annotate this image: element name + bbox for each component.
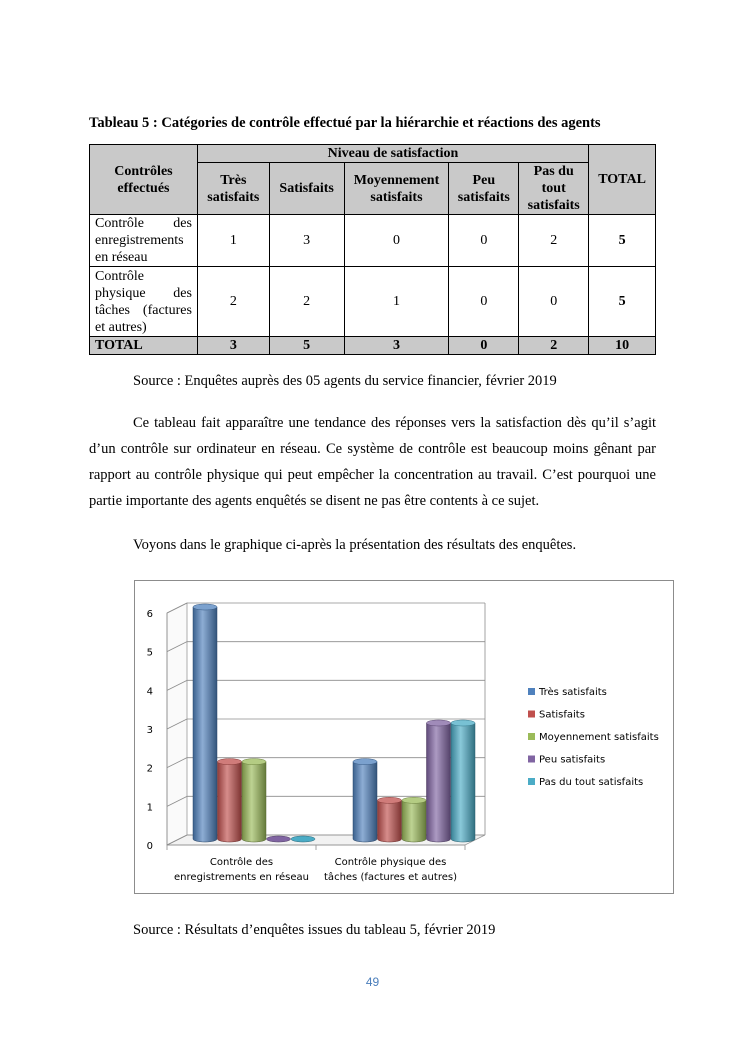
bar-chart-3d: [135, 581, 673, 893]
bar-top: [242, 759, 266, 765]
y-tick-label: 2: [146, 763, 153, 775]
header-satisfaction-level: Niveau de satisfaction: [197, 145, 588, 163]
bar: [193, 607, 217, 842]
legend-label: Pas du tout satisfaits: [539, 777, 644, 788]
header-total: TOTAL: [589, 145, 656, 215]
x-category-label: enregistrements en réseau: [174, 872, 309, 883]
bar-top: [353, 759, 377, 765]
table-cell: 3: [269, 215, 344, 267]
bar: [353, 762, 377, 842]
body-paragraph: Ce tableau fait apparaître une tendance des réponses vers la satisfaction dès qu’il s’agit d’un contrôle sur ordinateur en réseau. Ce système de contrôle est beaucoup moins gênant par rapport au contrôle physique qui peut empêcher la concentration au travail. C’est pourquoi une partie importante des agents enquêtés se disent ne pas être contents à ce sujet.: [89, 415, 656, 509]
y-tick-label: 0: [146, 841, 153, 852]
y-tick-label: 4: [146, 686, 153, 698]
total-cell: 2: [519, 337, 589, 355]
bar-top: [378, 797, 402, 803]
y-tick-label: 3: [146, 725, 153, 736]
bar: [451, 723, 475, 842]
col-header: Moyennement satisfaits: [344, 163, 449, 215]
bar: [218, 762, 242, 842]
bar-top: [451, 720, 475, 726]
bar: [402, 800, 426, 842]
x-category-label: Contrôle des: [209, 857, 274, 868]
table-cell: 0: [344, 215, 449, 267]
y-tick-label: 1: [146, 802, 153, 814]
col-header: Pas du tout satisfaits: [519, 163, 589, 215]
table-cell: 2: [269, 267, 344, 337]
legend-label: Peu satisfaits: [539, 754, 606, 766]
table-cell: 0: [449, 215, 519, 267]
bar: [378, 800, 402, 842]
total-cell: 5: [269, 337, 344, 355]
row-label: Contrôle des enregistrements en réseau: [90, 215, 198, 267]
total-cell: 3: [197, 337, 269, 355]
satisfaction-table: [89, 144, 656, 355]
bar-top: [427, 720, 451, 726]
chart-intro: Voyons dans le graphique ci-après la présentation des résultats des enquêtes.: [133, 537, 577, 553]
total-row: [90, 337, 656, 355]
legend-swatch: [528, 733, 535, 740]
col-header: Peu satisfaits: [449, 163, 519, 215]
table-cell: 2: [197, 267, 269, 337]
bar: [427, 723, 451, 842]
grand-total: 10: [589, 337, 656, 355]
source-chart: Source : Résultats d’enquêtes issues du tableau 5, février 2019: [133, 922, 496, 938]
chart-frame: [134, 580, 674, 894]
table-cell: 0: [519, 267, 589, 337]
bar-zero: [267, 836, 291, 842]
legend-label: Très satisfaits: [539, 687, 607, 698]
total-cell: 0: [449, 337, 519, 355]
table-cell: 1: [197, 215, 269, 267]
bar-top: [218, 759, 242, 765]
y-tick-label: 5: [146, 647, 153, 659]
legend-label: Satisfaits: [539, 709, 585, 721]
bar: [242, 762, 266, 842]
header-controls: Contrôles effectués: [90, 145, 198, 215]
table-row: [90, 267, 656, 337]
bar-top: [193, 604, 217, 610]
total-cell: 3: [344, 337, 449, 355]
table-cell: 0: [449, 267, 519, 337]
legend-label: Moyennement satisfaits: [539, 732, 659, 743]
total-label: TOTAL: [90, 337, 198, 355]
source-table: Source : Enquêtes auprès des 05 agents du service financier, février 2019: [133, 373, 557, 389]
row-total: 5: [589, 267, 656, 337]
bar-top: [402, 797, 426, 803]
x-category-label: tâches (factures et autres): [324, 872, 457, 883]
legend-swatch: [528, 778, 535, 785]
y-tick-label: 6: [146, 609, 153, 620]
legend-swatch: [528, 688, 535, 695]
table-row: [90, 215, 656, 267]
table-cell: 2: [519, 215, 589, 267]
page-number: 49: [365, 975, 380, 989]
legend-swatch: [528, 711, 535, 718]
row-label: Contrôle physique des tâches (factures et autres): [90, 267, 198, 337]
col-header: Satisfaits: [269, 163, 344, 215]
table-caption: Tableau 5 : Catégories de contrôle effectué par la hiérarchie et réactions des agents: [89, 115, 601, 131]
row-total: 5: [589, 215, 656, 267]
legend-swatch: [528, 756, 535, 763]
table-cell: 1: [344, 267, 449, 337]
bar-zero: [291, 836, 315, 842]
col-header: Très satisfaits: [197, 163, 269, 215]
x-category-label: Contrôle physique des: [334, 857, 447, 868]
